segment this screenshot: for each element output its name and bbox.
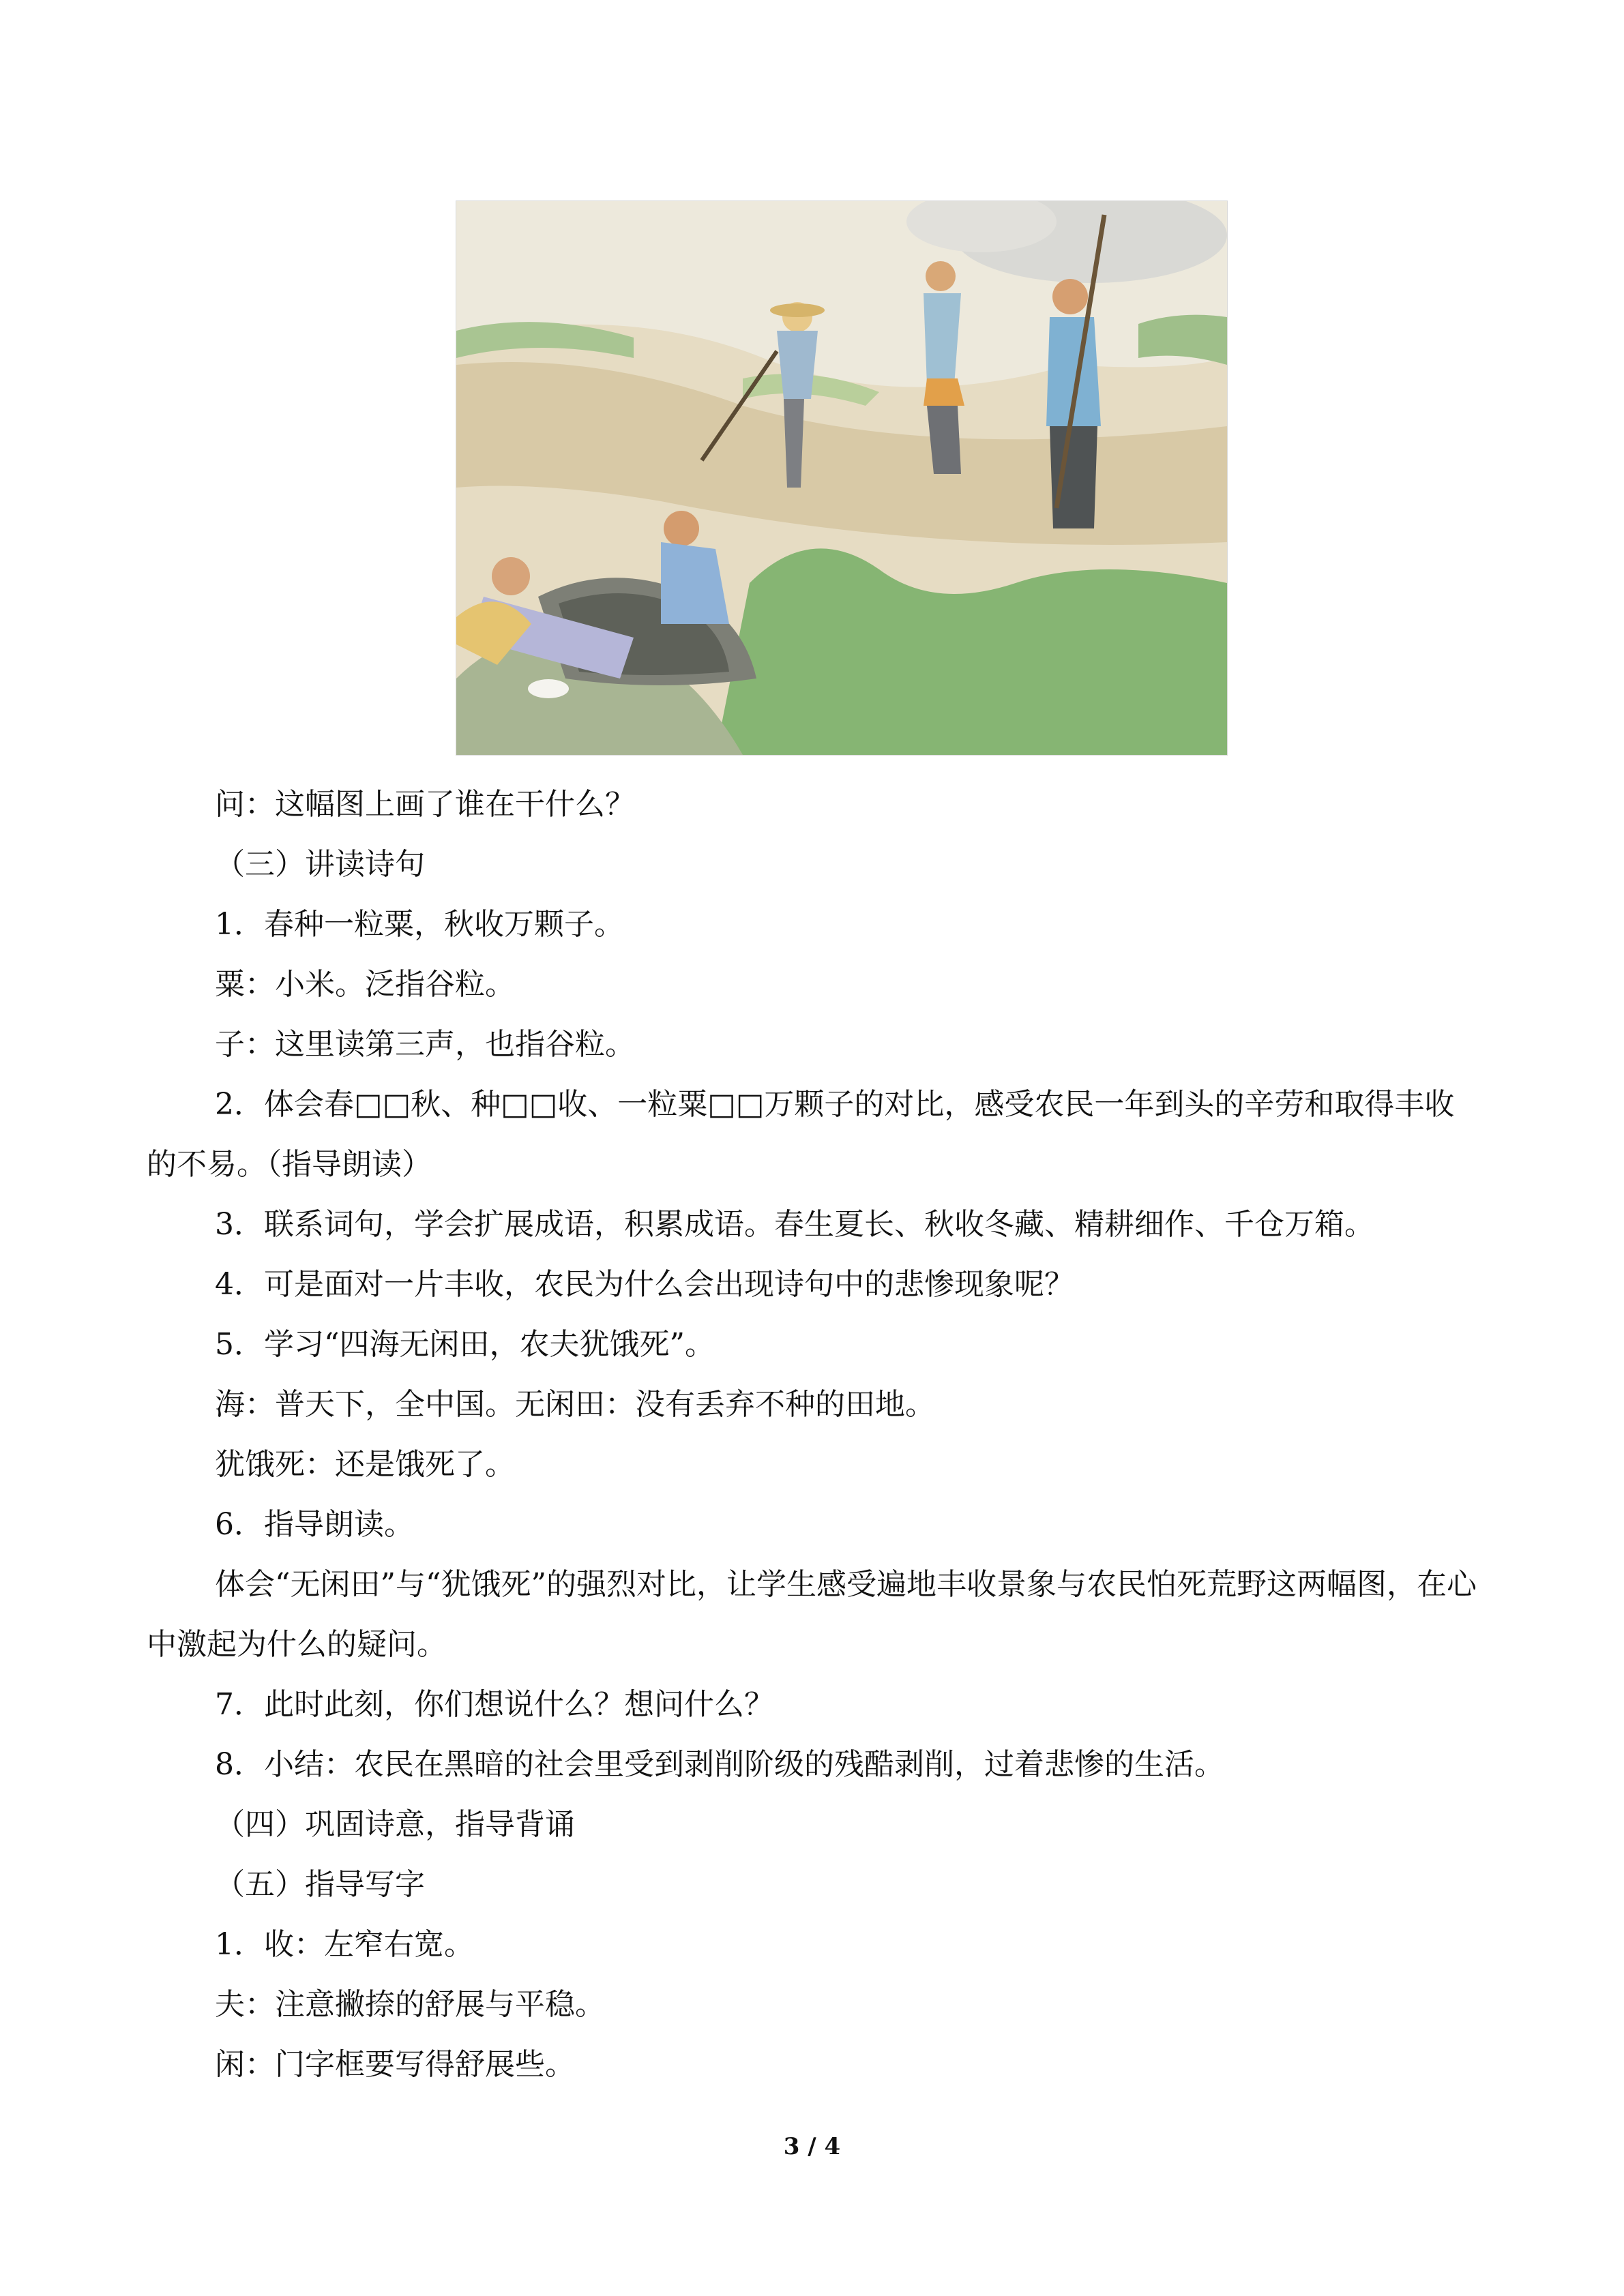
paragraph: 1．收：左窄右宽。 bbox=[215, 1927, 474, 1962]
paragraph: 问：这幅图上画了谁在干什么？ bbox=[215, 787, 635, 822]
paragraph: 3．联系词句，学会扩展成语，积累成语。春生夏长、秋收冬藏、精耕细作、千仓万箱。 bbox=[215, 1207, 1374, 1242]
section-heading: （三）讲读诗句 bbox=[215, 847, 425, 882]
paragraph: 5．学习“四海无闲田，农夫犹饿死”。 bbox=[215, 1327, 715, 1362]
lesson-text bbox=[147, 775, 1483, 2095]
page-number: 3 / 4 bbox=[783, 2133, 841, 2160]
paragraph: 粟：小米。泛指谷粒。 bbox=[215, 967, 515, 1002]
paragraph: 6．指导朗读。 bbox=[215, 1507, 414, 1542]
paragraph: 2．体会春□□秋、种□□收、一粒粟□□万颗子的对比，感受农民一年到头的辛劳和取得丰收的不易。（指导朗读） bbox=[147, 1087, 1455, 1182]
section-heading: （五）指导写字 bbox=[215, 1867, 425, 1902]
paragraph: 1．春种一粒粟，秋收万颗子。 bbox=[215, 907, 624, 942]
paragraph: 7．此时此刻，你们想说什么？想问什么？ bbox=[215, 1687, 774, 1722]
paragraph: 体会“无闲田”与“犹饿死”的强烈对比，让学生感受遍地丰收景象与农民怕死荒野这两幅图，在心中激起为什么的疑问。 bbox=[147, 1567, 1477, 1662]
paragraph: 犹饿死：还是饿死了。 bbox=[215, 1447, 515, 1482]
paragraph: 闲：门字框要写得舒展些。 bbox=[215, 2047, 575, 2082]
paragraph: 4．可是面对一片丰收，农民为什么会出现诗句中的悲惨现象呢？ bbox=[215, 1267, 1074, 1302]
paragraph: 子：这里读第三声，也指谷粒。 bbox=[215, 1027, 635, 1062]
paragraph: 夫：注意撇捺的舒展与平稳。 bbox=[215, 1987, 605, 2022]
paragraph: 海：普天下，全中国。无闲田：没有丢弃不种的田地。 bbox=[215, 1387, 935, 1422]
farmers-field-illustration bbox=[456, 200, 1228, 756]
section-heading: （四）巩固诗意，指导背诵 bbox=[215, 1807, 575, 1842]
paragraph: 8．小结：农民在黑暗的社会里受到剥削阶级的残酷剥削，过着悲惨的生活。 bbox=[215, 1747, 1224, 1782]
